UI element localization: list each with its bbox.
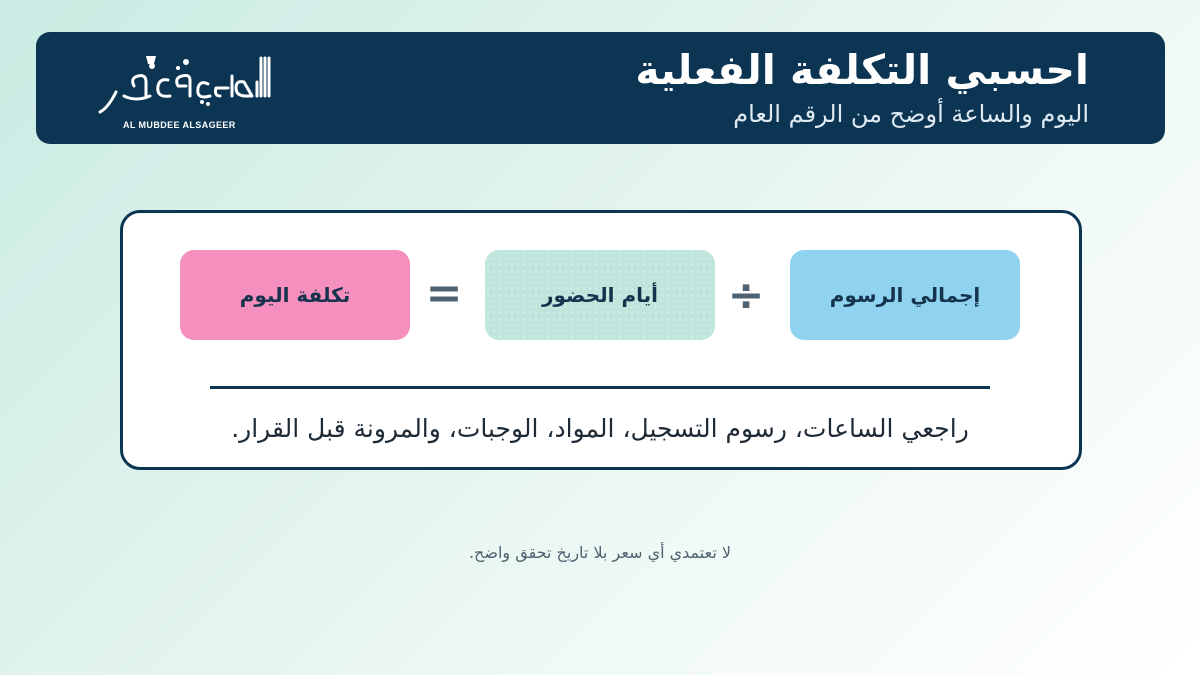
divider-line bbox=[210, 386, 990, 389]
header-banner bbox=[36, 32, 1165, 144]
daily-cost-label: تكلفة اليوم bbox=[239, 283, 351, 307]
brand-logo bbox=[86, 52, 276, 132]
daily-cost-box bbox=[180, 250, 410, 340]
checklist-note: راجعي الساعات، رسوم التسجيل، المواد، الوجبات، والمرونة قبل القرار. bbox=[231, 414, 969, 443]
page-title: احسبي التكلفة الفعلية bbox=[635, 46, 1089, 94]
page-subtitle: اليوم والساعة أوضح من الرقم العام bbox=[733, 100, 1089, 128]
header-titles bbox=[635, 42, 1089, 130]
footnote: لا تعتمدي أي سعر بلا تاريخ تحقق واضح. bbox=[468, 543, 732, 562]
total-fees-box bbox=[790, 250, 1020, 340]
divide-icon: ÷ bbox=[727, 270, 765, 321]
logo-wordmark-art bbox=[86, 52, 276, 118]
logo-text: AL MUBDEE ALSAGEER bbox=[123, 120, 236, 130]
attendance-days-box bbox=[485, 250, 715, 340]
equals-icon: = bbox=[425, 268, 463, 319]
attendance-days-label: أيام الحضور bbox=[541, 283, 659, 307]
total-fees-label: إجمالي الرسوم bbox=[829, 283, 981, 307]
